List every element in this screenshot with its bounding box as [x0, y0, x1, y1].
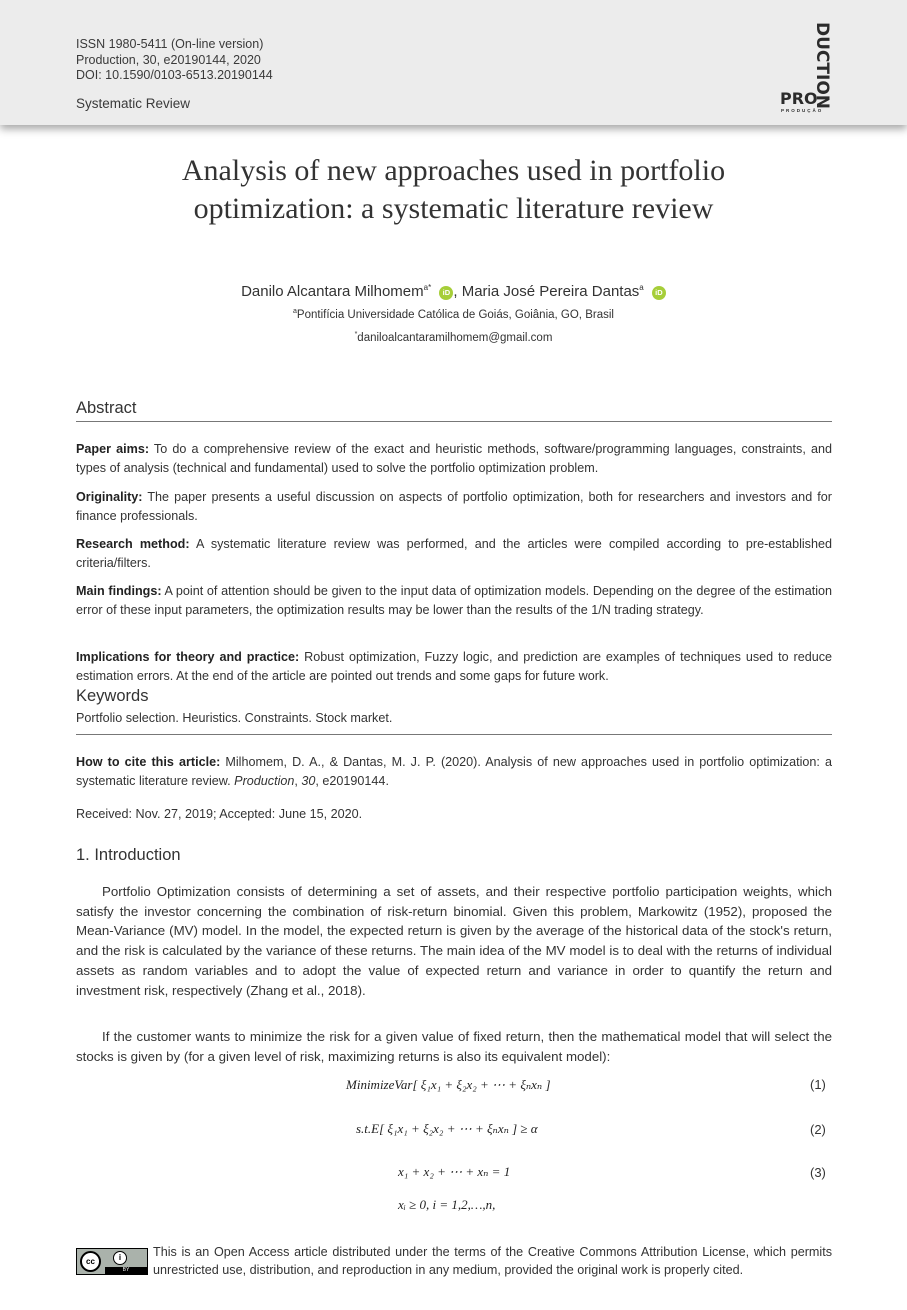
- equation-2-number: (2): [810, 1122, 826, 1137]
- equation-2: s.t.E[ ξ₁x₁ + ξ₂x₂ + ⋯ + ξₙxₙ ] ≥ α: [356, 1121, 538, 1136]
- equation-4: xᵢ ≥ 0, i = 1,2,…,n,: [398, 1197, 496, 1212]
- logo-subtitle: PRODUÇÃO: [781, 108, 824, 113]
- logo-vertical-text: DUCTION: [812, 22, 832, 109]
- author-name: Danilo Alcantara Milhomem: [241, 283, 424, 300]
- abstract-divider: [76, 421, 832, 422]
- abstract-label: Research method:: [76, 537, 190, 551]
- abstract-text: A systematic literature review was performed, and the articles were compiled according to pre-established criteria/filters.: [76, 537, 832, 570]
- introduction-heading: 1. Introduction: [76, 846, 181, 864]
- introduction-paragraph-1: Portfolio Optimization consists of determining a set of assets, and their respective portfolio participation weights, which satisfy the investor concerning the combination of risk-return binomial. Given this problem, Markowitz (1952), proposed the Mean-Variance (MV) model. In the model, the expected return is given by the average of the historical data of the stock's return, and the risk is calculated by the variance of these returns. The main idea of the MV model is to deal with the returns of individual assets as random variables and to adopt the value of expected return and variance in order to quantify the return and investment risk, respectively (Zhang et al., 2018).: [76, 884, 832, 998]
- title-line-2: optimization: a systematic literature review: [193, 192, 714, 225]
- abstract-originality: [76, 488, 832, 525]
- equation-3: x₁ + x₂ + ⋯ + xₙ = 1: [398, 1164, 511, 1179]
- author-marks: a*: [423, 283, 432, 292]
- orcid-icon[interactable]: iD: [652, 286, 666, 300]
- logo-prefix: PRO: [780, 89, 818, 108]
- journal-header: [0, 0, 907, 125]
- doi[interactable]: DOI: 10.1590/0103-6513.20190144: [76, 68, 273, 82]
- equation-1-number: (1): [810, 1077, 826, 1092]
- paper-title: [0, 152, 907, 228]
- affiliation-text: Pontifícia Universidade Católica de Goiás, Goiânia, GO, Brasil: [296, 308, 614, 321]
- journal-citation: Production, 30, e20190144, 2020: [76, 52, 261, 67]
- abstract-label: Originality:: [76, 490, 143, 504]
- cite-article-id: , e20190144.: [315, 773, 389, 788]
- license-notice: This is an Open Access article distributed under the terms of the Creative Commons Attribution License, which permits unrestricted use, distribution, and reproduction in any medium, provided the original work is properly cited.: [153, 1245, 832, 1277]
- abstract-label: Main findings:: [76, 584, 162, 598]
- cite-text: Milhomem, D. A., & Dantas, M. J. P. (2020). Analysis of new approaches used in portfolio optimization: a systematic literature review.: [76, 755, 833, 788]
- abstract-text: Robust optimization, Fuzzy logic, and prediction are examples of techniques used to reduce estimation errors. At the end of the article are pointed out trends and some gaps for future work.: [76, 650, 833, 683]
- abstract-research-method: [76, 535, 832, 572]
- corresponding-author: [0, 331, 907, 344]
- journal-metadata: [76, 37, 273, 84]
- orcid-icon[interactable]: iD: [439, 286, 453, 300]
- author-marks: a: [639, 283, 644, 292]
- article-type: Systematic Review: [76, 96, 191, 111]
- abstract-heading: Abstract: [76, 399, 137, 417]
- how-to-cite: [76, 753, 832, 790]
- by-label: BY: [105, 1267, 147, 1274]
- issn: ISSN 1980-5411 (On-line version): [76, 37, 264, 51]
- author-email[interactable]: daniloalcantaramilhomem@gmail.com: [357, 331, 553, 344]
- abstract-text: The paper presents a useful discussion on aspects of portfolio optimization, both for researchers and investors and for finance professionals.: [76, 490, 832, 523]
- corresponding-mark: *: [354, 331, 358, 338]
- introduction-paragraph-2: If the customer wants to minimize the risk for a given value of fixed return, then the mathematical model that will select the stocks is given by (for a given level of risk, maximizing returns is also its equivalent model):: [76, 1029, 832, 1064]
- abstract-label: Implications for theory and practice:: [76, 650, 300, 664]
- cite-journal: Production: [234, 773, 295, 788]
- keywords-divider: [76, 734, 832, 735]
- production-logo: [778, 20, 838, 120]
- abstract-label: Paper aims:: [76, 442, 150, 456]
- received-accepted-dates: Received: Nov. 27, 2019; Accepted: June 15, 2020.: [76, 807, 363, 821]
- title-line-1: Analysis of new approaches used in portfolio: [181, 154, 726, 187]
- cite-separator: ,: [294, 773, 302, 788]
- abstract-text: To do a comprehensive review of the exact and heuristic methods, software/programming languages, constraints, and types of analysis (technical and fundamental) used to solve the portfolio optimization problem.: [76, 442, 832, 475]
- creative-commons-by-icon[interactable]: [76, 1248, 148, 1275]
- abstract-main-findings: [76, 582, 832, 619]
- abstract-implications: [76, 648, 832, 685]
- affiliation: [0, 308, 907, 321]
- affiliation-mark: a: [293, 308, 297, 315]
- abstract-paper-aims: [76, 440, 832, 477]
- cite-label: How to cite this article:: [76, 755, 221, 769]
- keywords-list: Portfolio selection. Heuristics. Constraints. Stock market.: [76, 711, 393, 725]
- cite-volume: 30: [301, 773, 316, 788]
- author-name: Maria José Pereira Dantas: [461, 283, 640, 300]
- author-separator: ,: [453, 283, 458, 300]
- keywords-heading: Keywords: [76, 687, 149, 705]
- equation-3-number: (3): [810, 1165, 826, 1180]
- author-list: [0, 283, 907, 300]
- equation-1: MinimizeVar[ ξ₁x₁ + ξ₂x₂ + ⋯ + ξₙxₙ ]: [346, 1077, 551, 1092]
- attribution-person-icon: i: [113, 1251, 127, 1265]
- cc-icon: cc: [80, 1251, 101, 1272]
- abstract-text: A point of attention should be given to the input data of optimization models. Depending on the degree of the estimation error of these input parameters, the optimization results may be lower than the results of the 1/N trading strategy.: [76, 584, 832, 617]
